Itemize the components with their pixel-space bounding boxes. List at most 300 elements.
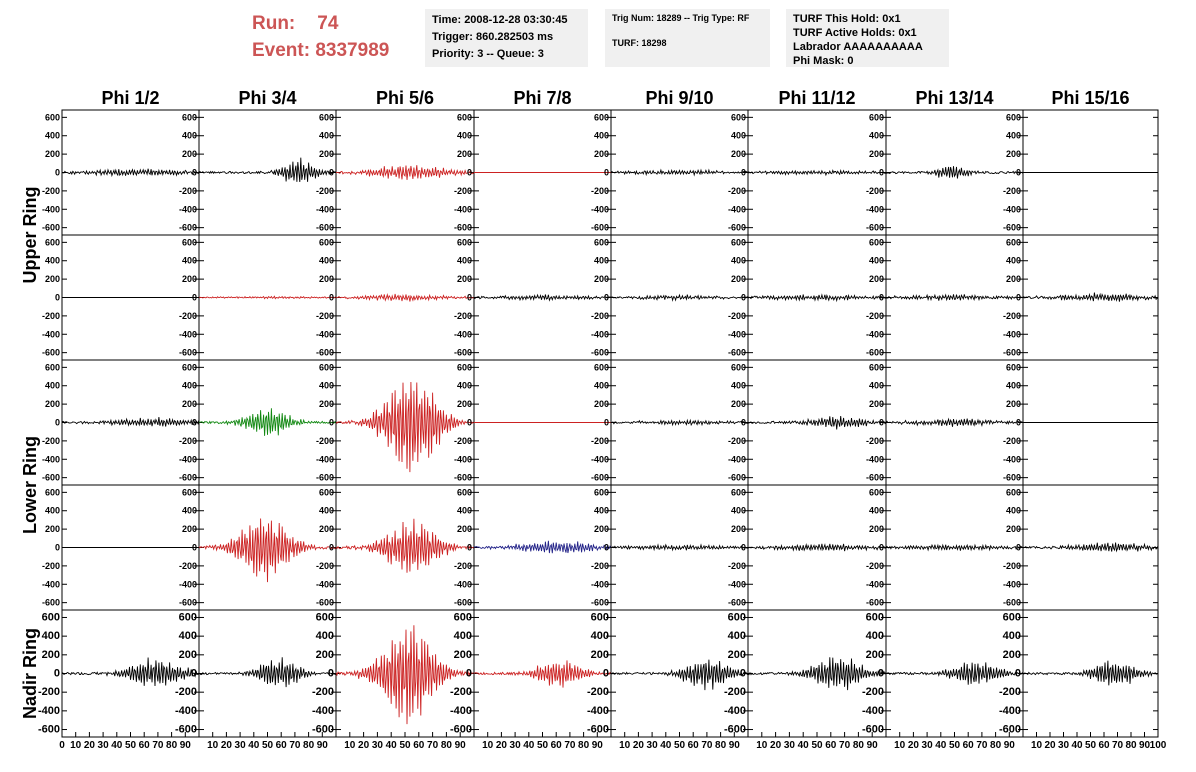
y-tick-label: -600 [453,222,472,233]
x-tick-label: 70 [839,740,851,751]
column-header: Phi 5/6 [375,88,435,108]
y-tick-label: -400 [1002,579,1021,590]
x-tick-label: 50 [536,740,549,751]
x-tick-label: 30 [783,740,795,751]
waveform-trace [748,544,886,551]
turf-line: TURF: 18298 [612,38,667,48]
x-tick-label: 20 [632,740,644,751]
y-tick-label: 600 [730,112,746,123]
y-tick-label: 200 [453,648,472,661]
y-tick-label: 200 [865,648,884,661]
y-tick-label: 400 [181,380,197,391]
event-value: 8337989 [315,40,390,61]
waveform-trace [199,408,336,436]
y-tick-label: -200 [1002,435,1021,446]
x-tick-label: 10 [894,740,906,751]
y-tick-label: -600 [315,347,334,358]
y-tick-label: -200 [449,686,472,699]
x-tick-label: 90 [179,740,191,751]
y-tick-label: 400 [41,630,60,643]
x-tick-label: 40 [1071,740,1083,751]
y-tick-label: -400 [861,704,884,717]
y-tick-label: 0 [190,667,197,680]
x-tick-label: 70 [564,740,576,751]
y-tick-label: -400 [1002,204,1021,215]
y-tick-label: 200 [730,524,746,535]
x-tick-label: 90 [866,740,878,751]
y-tick-label: 400 [868,255,884,266]
y-tick-label: -200 [865,185,884,196]
y-tick-label: 400 [868,130,884,141]
x-tick-label: 80 [578,740,590,751]
waveform-trace [199,296,336,298]
y-tick-label: 0 [191,542,197,553]
y-tick-label: 600 [730,487,746,498]
y-tick-label: -200 [453,310,472,321]
y-tick-label: -200 [727,435,746,446]
x-tick-label: 60 [550,740,562,751]
y-tick-label: -200 [865,310,884,321]
y-tick-label: 200 [456,399,472,410]
y-tick-label: 0 [877,667,884,680]
y-tick-label: 0 [878,167,884,178]
y-tick-label: 600 [456,362,472,373]
y-tick-label: 600 [868,237,884,248]
y-tick-label: -400 [865,329,884,340]
column-header: Phi 15/16 [1051,88,1130,108]
x-tick-label: 30 [1057,740,1070,751]
y-tick-label: 400 [727,630,746,643]
y-tick-label: 200 [44,149,60,160]
x-tick-label: 90 [591,740,603,751]
column-header: Phi 7/8 [513,88,572,108]
y-tick-label: 0 [739,667,746,680]
x-tick-label: 50 [399,740,411,751]
y-tick-label: -400 [727,329,746,340]
y-tick-label: 400 [593,255,609,266]
x-tick-label: 90 [1003,740,1015,751]
y-tick-label: 600 [730,362,746,373]
y-tick-label: -600 [178,222,197,233]
y-tick-label: -200 [727,560,746,571]
y-tick-label: -400 [41,579,60,590]
y-tick-label: 400 [456,130,472,141]
y-tick-label: -200 [315,435,334,446]
y-tick-label: 200 [318,149,334,160]
waveform-trace [611,292,748,303]
x-tick-label: 80 [852,740,864,751]
x-tick-label: 40 [385,740,397,751]
y-tick-label: -400 [178,454,197,465]
y-tick-label: -400 [723,704,746,717]
y-tick-label: -200 [586,686,609,699]
y-tick-label: 600 [44,112,60,123]
y-tick-label: 200 [1005,274,1021,285]
y-tick-label: 0 [191,292,197,303]
y-tick-label: 600 [41,611,60,624]
x-tick-label: 30 [371,740,383,751]
y-tick-label: 200 [178,648,197,661]
x-tick-label: 20 [907,740,919,751]
y-tick-label: -200 [1002,310,1021,321]
y-tick-label: -400 [865,454,884,465]
y-tick-label: -200 [41,185,60,196]
row-label: Lower Ring [20,436,40,534]
x-tick-label: 60 [138,740,150,751]
y-tick-label: 600 [727,611,746,624]
column-header: Phi 11/12 [778,88,856,108]
y-tick-label: 400 [318,255,334,266]
x-tick-label: 10 [756,740,768,751]
y-tick-label: -400 [727,579,746,590]
y-tick-label: 400 [318,130,334,141]
x-tick-label: 20 [83,740,95,751]
y-tick-label: -600 [1002,472,1021,483]
y-tick-label: -600 [998,723,1021,736]
y-tick-label: -200 [453,435,472,446]
y-tick-label: -400 [865,204,884,215]
y-tick-label: -400 [315,454,334,465]
y-tick-label: -200 [590,185,609,196]
y-tick-label: 600 [1005,112,1021,123]
y-tick-label: 200 [318,274,334,285]
row-label: Upper Ring [20,186,40,284]
y-tick-label: 0 [1014,667,1021,680]
x-tick-label: 40 [797,740,809,751]
y-tick-label: 400 [453,630,472,643]
y-tick-label: -200 [174,686,197,699]
y-tick-label: 0 [740,292,746,303]
y-tick-label: 200 [318,399,334,410]
y-tick-label: 600 [181,112,197,123]
y-tick-label: -200 [998,686,1021,699]
y-tick-label: 0 [466,292,472,303]
x-tick-label: 10 [344,740,356,751]
x-tick-label: 80 [990,740,1002,751]
x-tick-label: 90 [728,740,740,751]
x-tick-label: 50 [261,740,274,751]
y-tick-label: 400 [181,255,197,266]
x-tick-label: 80 [440,740,452,751]
y-tick-label: -600 [723,723,746,736]
y-tick-label: -600 [41,472,60,483]
y-tick-label: 400 [456,255,472,266]
y-tick-label: -600 [727,347,746,358]
waveform-trace [199,158,336,182]
x-tick-label: 90 [1138,740,1151,751]
y-tick-label: -400 [178,579,197,590]
waveform-trace [62,417,199,426]
y-tick-label: 400 [456,380,472,391]
y-tick-label: -600 [865,472,884,483]
run-value: 74 [317,13,339,34]
waveform-trace [748,416,886,430]
y-tick-label: -600 [174,723,197,736]
y-tick-label: -400 [727,454,746,465]
y-tick-label: -200 [178,560,197,571]
y-tick-label: 0 [466,167,472,178]
trigger-line: Trigger: 860.282503 ms [432,31,554,43]
x-tick-label: 10 [1030,740,1043,751]
waveform-trace [474,660,611,687]
y-tick-label: -400 [311,704,334,717]
y-tick-label: -600 [453,597,472,608]
y-tick-label: 600 [1005,237,1021,248]
y-tick-label: -200 [861,686,884,699]
y-tick-label: -600 [1002,222,1021,233]
turf-active-line: TURF Active Holds: 0x1 [793,27,917,39]
y-tick-label: 400 [181,130,197,141]
y-tick-label: 0 [328,542,334,553]
y-tick-label: -200 [865,560,884,571]
y-tick-label: 0 [327,667,334,680]
y-tick-label: 0 [740,542,746,553]
y-tick-label: 600 [593,112,609,123]
y-tick-label: -600 [41,347,60,358]
y-tick-label: 600 [44,362,60,373]
y-tick-label: -400 [41,329,60,340]
waveform-trace [474,292,611,303]
column-header: Phi 3/4 [238,88,297,108]
y-tick-label: -400 [178,204,197,215]
y-tick-label: -200 [311,686,334,699]
waveform-trace [199,519,336,583]
x-tick-label: 50 [1084,740,1097,751]
x-tick-label: 60 [413,740,425,751]
y-tick-label: 600 [181,362,197,373]
waveform-trace [474,541,611,553]
y-tick-label: 200 [590,648,609,661]
y-tick-label: -200 [178,185,197,196]
waveform-trace [748,657,886,690]
y-tick-label: -400 [453,579,472,590]
y-tick-label: -200 [41,560,60,571]
y-tick-label: 0 [740,167,746,178]
y-tick-label: 200 [730,399,746,410]
y-tick-label: -600 [590,597,609,608]
y-tick-label: -400 [590,454,609,465]
y-tick-label: -400 [315,579,334,590]
x-tick-label: 30 [646,740,658,751]
y-tick-label: -600 [41,222,60,233]
y-tick-label: -200 [315,185,334,196]
x-tick-label: 20 [220,740,232,751]
y-tick-label: -600 [37,723,60,736]
y-tick-label: -600 [590,222,609,233]
y-tick-label: 600 [315,611,334,624]
y-tick-label: -200 [727,310,746,321]
y-tick-label: 200 [1002,648,1021,661]
x-tick-label: 10 [70,740,82,751]
y-tick-label: 200 [593,399,609,410]
x-tick-label: 70 [976,740,988,751]
y-tick-label: 0 [328,292,334,303]
y-tick-label: -600 [727,222,746,233]
y-tick-label: 200 [181,274,197,285]
y-tick-label: 0 [740,417,746,428]
y-tick-label: 600 [44,237,60,248]
y-tick-label: 200 [868,149,884,160]
y-tick-label: -600 [727,472,746,483]
x-tick-label: 40 [523,740,535,751]
y-tick-label: 600 [593,237,609,248]
y-tick-label: -200 [865,435,884,446]
y-tick-label: 400 [1002,630,1021,643]
y-tick-label: -400 [174,704,197,717]
y-tick-label: 0 [191,167,197,178]
y-tick-label: 400 [44,505,60,516]
y-tick-label: -400 [1002,329,1021,340]
y-tick-label: 600 [730,237,746,248]
y-tick-label: -600 [453,472,472,483]
y-tick-label: 400 [1005,505,1021,516]
y-tick-label: 0 [1015,167,1021,178]
y-tick-label: 600 [590,611,609,624]
y-tick-label: -200 [37,686,60,699]
y-tick-label: 600 [453,611,472,624]
y-tick-label: 0 [878,417,884,428]
column-header: Phi 13/14 [915,88,994,108]
x-tick-label: 10 [207,740,219,751]
y-tick-label: 200 [593,524,609,535]
y-tick-label: 600 [44,487,60,498]
x-tick-label: 80 [166,740,178,751]
y-tick-label: 200 [730,149,746,160]
y-tick-label: 200 [593,149,609,160]
y-tick-label: -600 [586,723,609,736]
x-tick-label: 60 [687,740,699,751]
y-tick-label: 0 [54,292,60,303]
y-tick-label: 600 [1005,362,1021,373]
y-tick-label: 0 [603,542,609,553]
y-tick-label: 600 [456,487,472,498]
y-tick-label: -400 [453,329,472,340]
y-tick-label: -600 [590,347,609,358]
y-tick-label: 400 [44,130,60,141]
x-tick-label: 50 [948,740,961,751]
y-tick-label: 400 [590,630,609,643]
y-tick-label: 400 [868,380,884,391]
row-label: Nadir Ring [20,627,40,720]
y-tick-label: -400 [178,329,197,340]
y-tick-label: 0 [603,292,609,303]
y-tick-label: 200 [1005,524,1021,535]
y-tick-label: 0 [465,667,472,680]
y-tick-label: 600 [456,112,472,123]
y-tick-label: 200 [44,399,60,410]
x-tick-label: 50 [811,740,823,751]
priority-line: Priority: 3 -- Queue: 3 [432,48,544,60]
y-tick-label: 0 [53,667,60,680]
x-tick-label: 20 [770,740,782,751]
waveform-trace [886,166,1023,178]
x-tick-label: 20 [495,740,507,751]
y-tick-label: -200 [41,310,60,321]
y-tick-label: 0 [54,542,60,553]
y-tick-label: 400 [44,255,60,266]
y-tick-label: 0 [603,417,609,428]
y-tick-label: 200 [1005,399,1021,410]
y-tick-label: 400 [730,505,746,516]
column-header: Phi 1/2 [101,88,160,108]
y-tick-label: -400 [998,704,1021,717]
column-header: Phi 9/10 [645,88,714,108]
y-tick-label: 400 [456,505,472,516]
time-line: Time: 2008-12-28 03:30:45 [432,14,568,26]
waveform-trace [611,545,748,550]
x-tick-label: 40 [248,740,260,751]
y-tick-label: 400 [315,630,334,643]
y-tick-label: -600 [41,597,60,608]
y-tick-label: -600 [861,723,884,736]
y-tick-label: -600 [178,597,197,608]
event-label: Event: [252,40,311,61]
y-tick-label: 400 [1005,380,1021,391]
x-tick-label: 60 [1098,740,1110,751]
y-tick-label: 600 [178,611,197,624]
y-tick-label: 400 [178,630,197,643]
y-tick-label: 0 [1015,542,1021,553]
y-tick-label: -200 [178,310,197,321]
y-tick-label: 400 [865,630,884,643]
y-tick-label: -200 [315,310,334,321]
x-tick-label: 90 [316,740,328,751]
y-tick-label: 400 [868,505,884,516]
y-tick-label: -600 [315,472,334,483]
x-tick-label: 70 [701,740,713,751]
y-tick-label: 600 [868,487,884,498]
y-tick-label: -200 [315,560,334,571]
y-tick-label: 600 [868,112,884,123]
x-tick-label: 80 [303,740,315,751]
waveform-trace [611,420,748,425]
y-tick-label: -400 [590,329,609,340]
y-tick-label: 0 [878,292,884,303]
y-tick-label: 0 [328,167,334,178]
y-tick-label: -400 [727,204,746,215]
y-tick-label: -600 [178,472,197,483]
y-tick-label: 200 [44,274,60,285]
y-tick-label: 200 [456,274,472,285]
y-tick-label: -200 [453,185,472,196]
y-tick-label: 600 [318,362,334,373]
y-tick-label: 200 [181,149,197,160]
x-tick-label: 90 [454,740,466,751]
waveform-trace [886,542,1023,553]
x-tick-label: 40 [111,740,123,751]
y-tick-label: 200 [41,648,60,661]
turf-hold-line: TURF This Hold: 0x1 [793,13,901,25]
y-tick-label: 600 [868,362,884,373]
y-tick-label: 400 [730,255,746,266]
y-tick-label: -600 [1002,597,1021,608]
y-tick-label: -600 [453,347,472,358]
y-tick-label: -400 [590,579,609,590]
y-tick-label: 400 [730,380,746,391]
x-tick-label: 80 [715,740,727,751]
y-tick-label: 600 [181,487,197,498]
x-tick-label: 30 [509,740,521,751]
y-tick-label: -600 [311,723,334,736]
y-tick-label: -600 [865,222,884,233]
y-tick-label: -400 [37,704,60,717]
y-tick-label: -200 [453,560,472,571]
y-tick-label: -400 [453,454,472,465]
waveform-trace [886,294,1023,300]
y-tick-label: -200 [727,185,746,196]
y-tick-label: -600 [865,597,884,608]
waveform-trace [1023,543,1158,552]
